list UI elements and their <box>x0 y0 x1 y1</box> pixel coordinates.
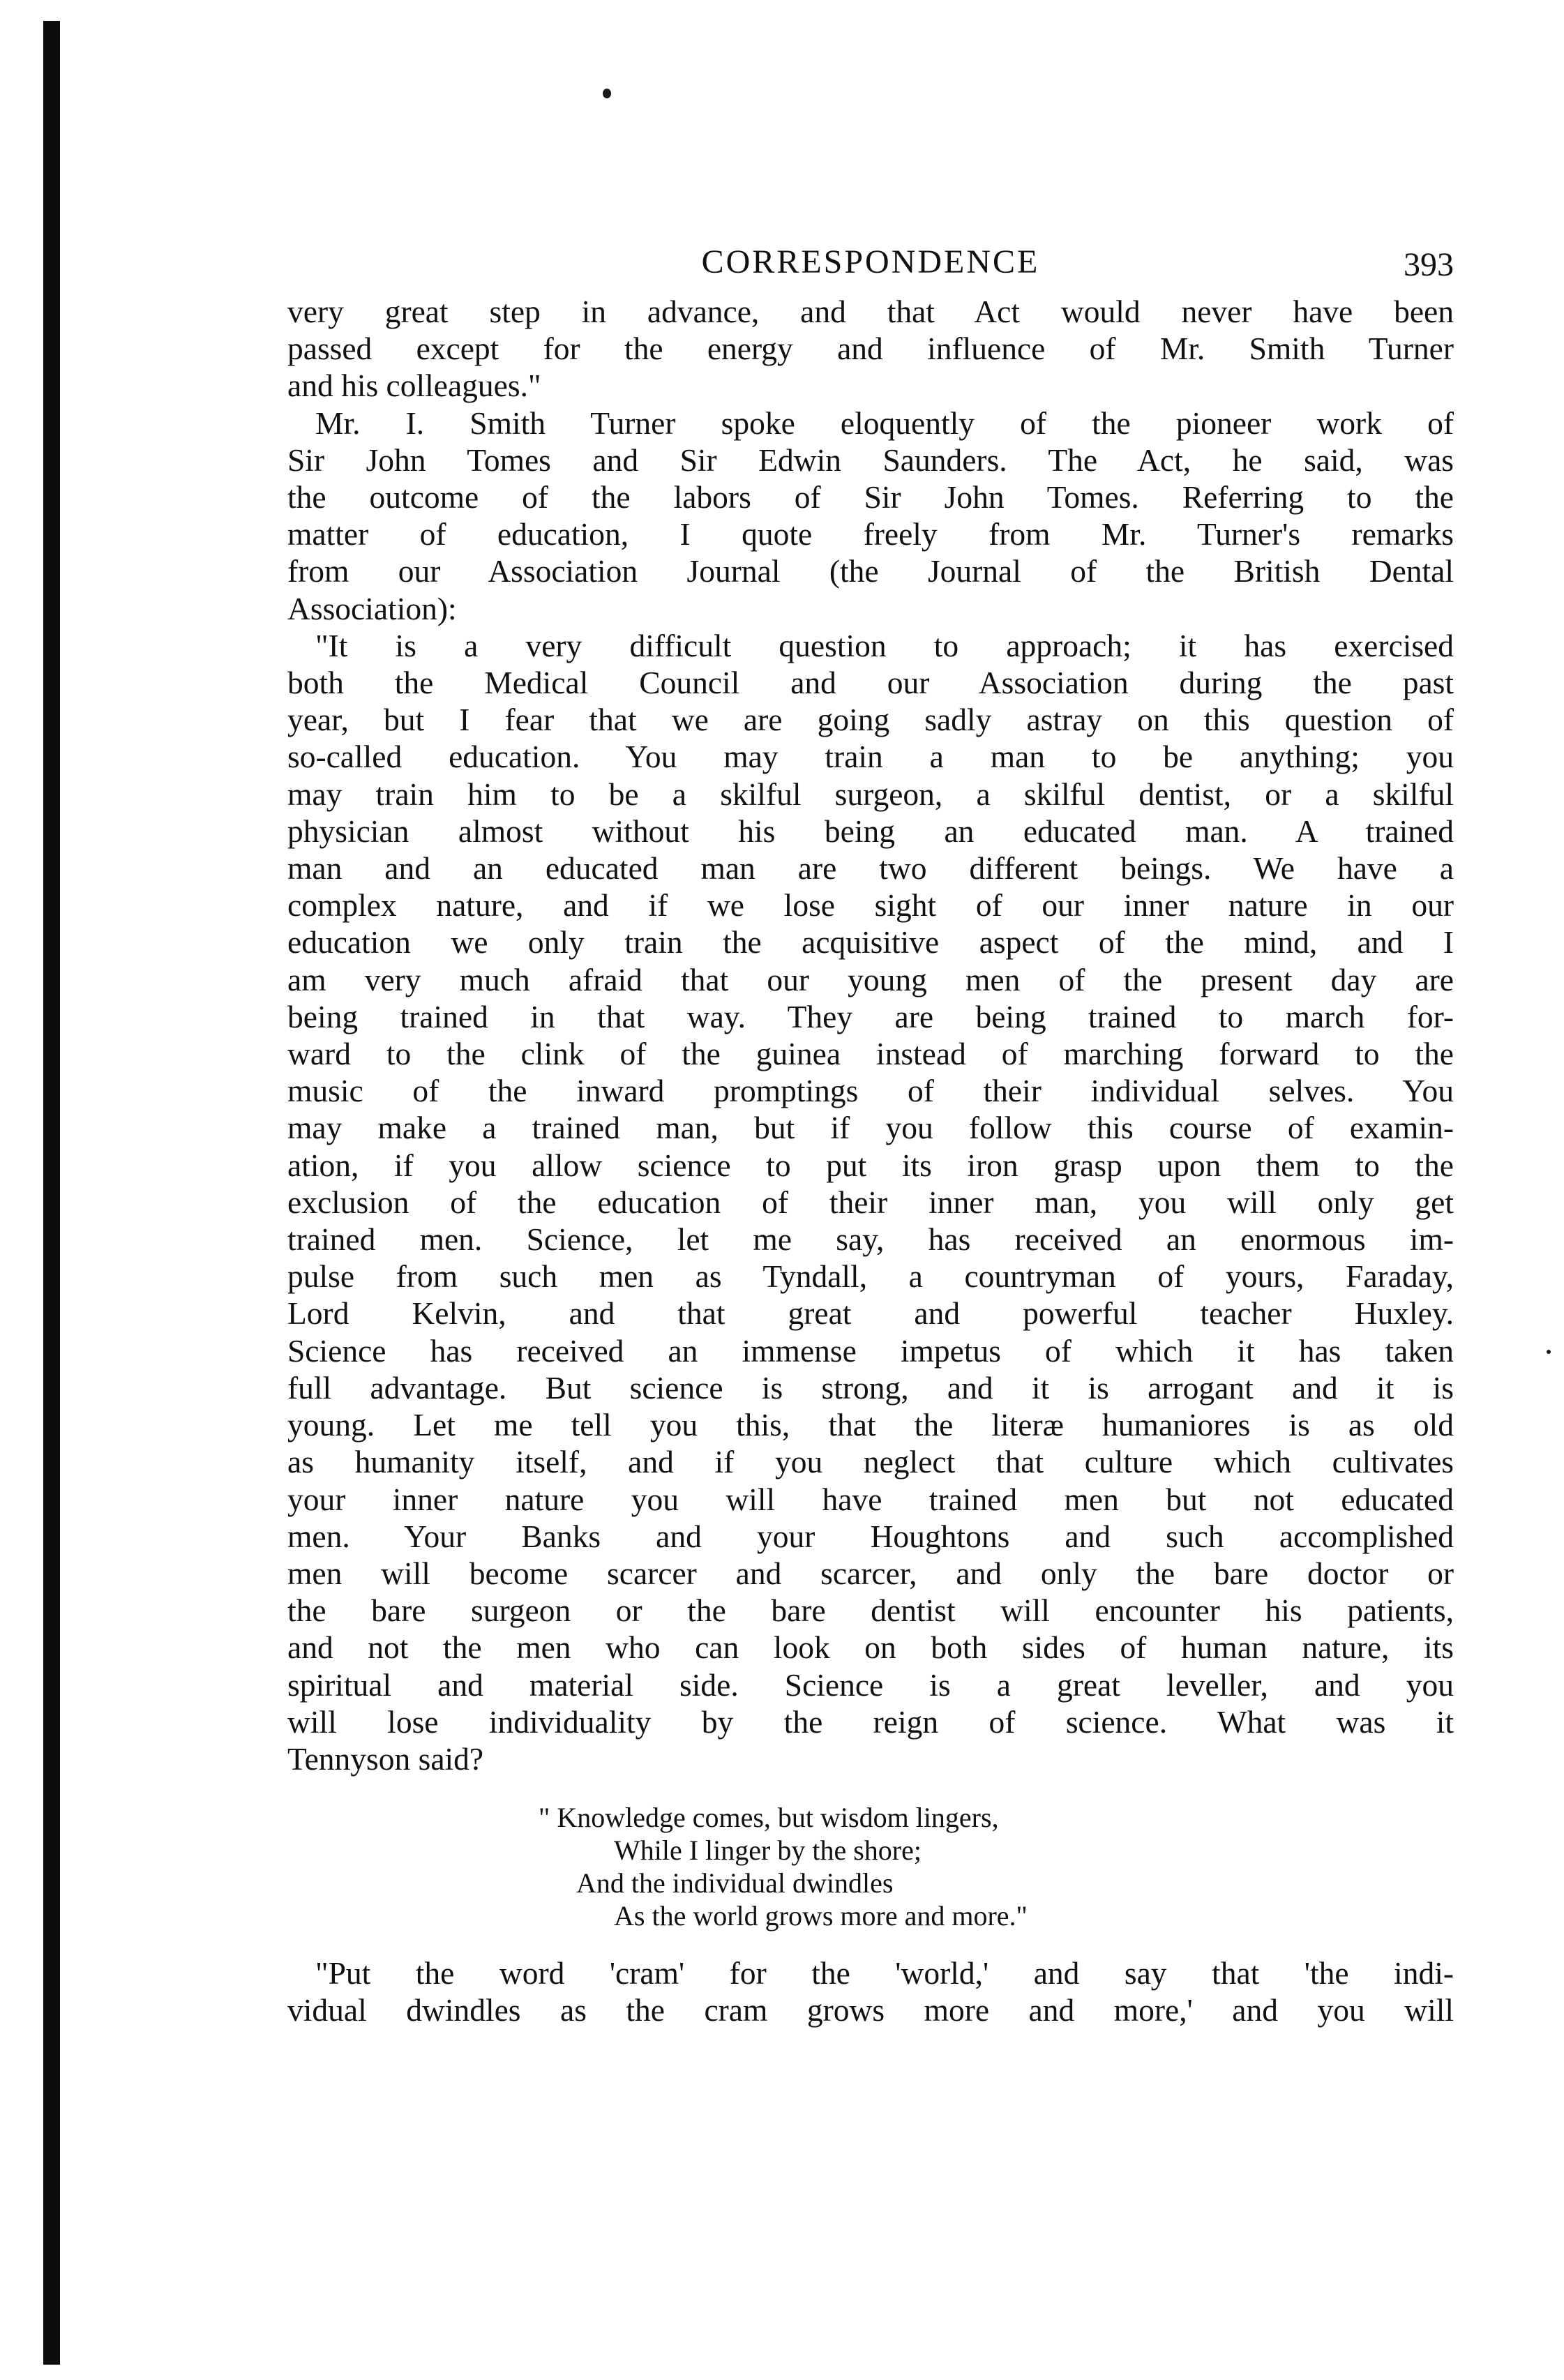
text-line: and not the men who can look on both sides of human nature, its <box>287 1629 1454 1666</box>
text-line: your inner nature you will have trained men but not educated <box>287 1481 1454 1517</box>
ink-speck <box>603 89 611 98</box>
text-line: exclusion of the education of their inner man, you will only get <box>287 1184 1454 1220</box>
running-title: CORRESPONDENCE <box>701 243 1040 280</box>
verse-line: As the world grows more and more." <box>614 1900 1028 1932</box>
text-line: matter of education, I quote freely from Mr. Turner's remarks <box>287 516 1454 552</box>
text-line: trained men. Science, let me say, has received an enormous im- <box>287 1221 1454 1258</box>
text-line: both the Medical Council and our Association during the past <box>287 665 1454 701</box>
text-line: passed except for the energy and influence of Mr. Smith Turner <box>287 331 1454 367</box>
text-line: Association): <box>287 590 457 626</box>
text-line: from our Association Journal (the Journal of the British Dental <box>287 553 1454 589</box>
page-binding-edge <box>43 21 60 2365</box>
text-line: will lose individuality by the reign of science. What was it <box>287 1703 1454 1740</box>
text-line: Sir John Tomes and Sir Edwin Saunders. The Act, he said, was <box>287 442 1454 478</box>
text-line: spiritual and material side. Science is a great leveller, and you <box>287 1666 1454 1703</box>
running-head <box>287 237 1454 293</box>
text-line: "It is a very difficult question to approach; it has exercised <box>315 627 1454 663</box>
text-line: man and an educated man are two different beings. We have a <box>287 850 1454 887</box>
text-line: Science has received an immense impetus of which it has taken <box>287 1332 1454 1369</box>
paragraph <box>287 627 1454 1777</box>
text-line: may train him to be a skilful surgeon, a skilful dentist, or a skilful <box>287 776 1454 812</box>
text-line: Tennyson said? <box>287 1740 484 1777</box>
text-line: very great step in advance, and that Act would never have been <box>287 294 1454 329</box>
paragraph <box>287 293 1454 405</box>
text-line: being trained in that way. They are being trained to march for- <box>287 998 1454 1034</box>
text-line: the outcome of the labors of Sir John Tomes. Referring to the <box>287 479 1454 515</box>
text-line: as humanity itself, and if you neglect that culture which cultivates <box>287 1444 1454 1480</box>
text-line: pulse from such men as Tyndall, a countryman of yours, Faraday, <box>287 1258 1454 1295</box>
text-line: full advantage. But science is strong, and it is arrogant and it is <box>287 1369 1454 1406</box>
text-line: vidual dwindles as the cram grows more and more,' and you will <box>287 1992 1454 2028</box>
text-line: the bare surgeon or the bare dentist will encounter his patients, <box>287 1592 1454 1629</box>
text-line: ward to the clink of the guinea instead of marching forward to the <box>287 1036 1454 1072</box>
text-line: men. Your Banks and your Houghtons and such accomplished <box>287 1518 1454 1554</box>
text-line: so-called education. You may train a man to be anything; you <box>287 739 1454 775</box>
text-line: Mr. I. Smith Turner spoke eloquently of the pioneer work of <box>315 405 1454 441</box>
text-line: "Put the word 'cram' for the 'world,' and say that 'the indi- <box>315 1955 1454 1991</box>
text-line: ation, if you allow science to put its iron grasp upon them to the <box>287 1147 1454 1183</box>
text-line: year, but I fear that we are going sadly astray on this question of <box>287 702 1454 738</box>
text-line: Lord Kelvin, and that great and powerful teacher Huxley. <box>287 1295 1454 1332</box>
text-line: education we only train the acquisitive aspect of the mind, and I <box>287 924 1454 961</box>
verse-line: " Knowledge comes, but wisdom lingers, <box>539 1802 999 1834</box>
verse-line: And the individual dwindles <box>576 1867 894 1899</box>
text-line: physician almost without his being an educated man. A trained <box>287 813 1454 849</box>
text-line: complex nature, and if we lose sight of our inner nature in our <box>287 887 1454 924</box>
paragraph <box>287 1955 1454 2028</box>
paragraph <box>287 405 1454 627</box>
verse-line: While I linger by the shore; <box>614 1835 922 1867</box>
text-line: music of the inward promptings of their individual selves. You <box>287 1073 1454 1109</box>
text-line: men will become scarcer and scarcer, and only the bare doctor or <box>287 1555 1454 1591</box>
text-line: and his colleagues." <box>287 368 541 404</box>
ink-speck <box>1547 1350 1551 1354</box>
page-number: 393 <box>1404 246 1454 283</box>
page-content <box>287 237 1454 2029</box>
text-line: young. Let me tell you this, that the literæ humaniores is as old <box>287 1407 1454 1443</box>
text-line: may make a trained man, but if you follow this course of examin- <box>287 1110 1454 1146</box>
text-line: am very much afraid that our young men of the present day are <box>287 961 1454 997</box>
verse-quotation <box>287 1801 1454 1932</box>
